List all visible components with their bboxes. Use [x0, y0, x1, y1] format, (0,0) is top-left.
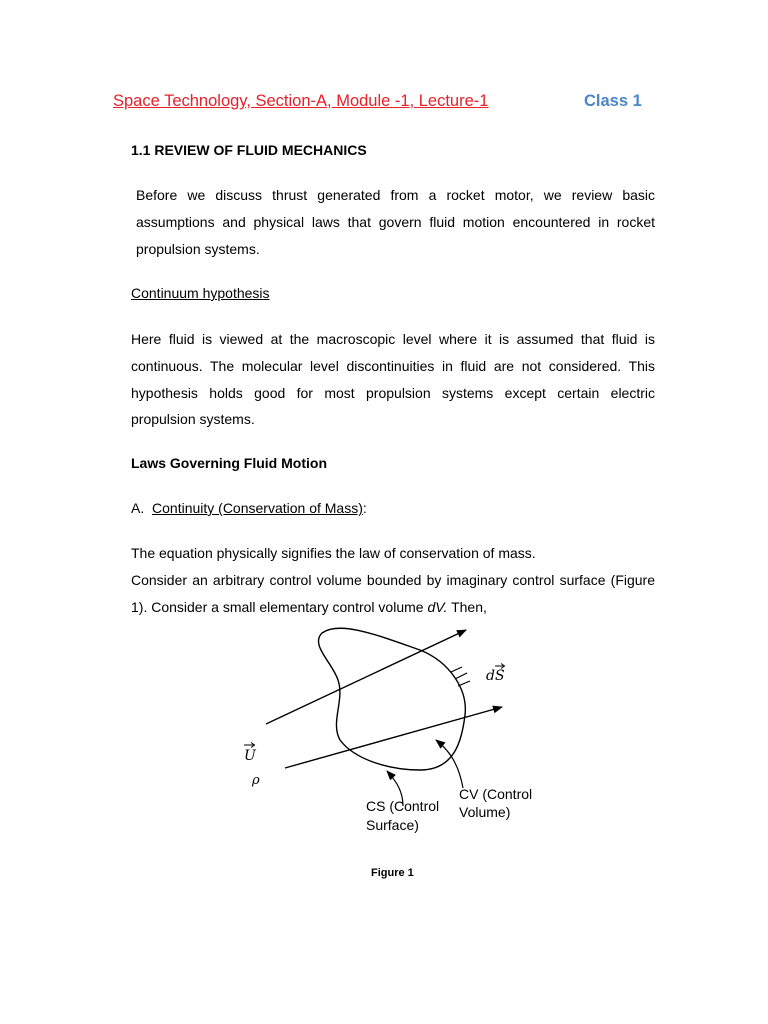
rho-label: ρ — [252, 773, 260, 788]
figure-caption: Figure 1 — [371, 867, 414, 879]
cv-label-line2: Volume) — [459, 804, 511, 820]
ds-normal-tick-3 — [458, 681, 470, 686]
item-prefix: A. — [131, 500, 145, 516]
continuum-paragraph: Here fluid is viewed at the macroscopic level where it is assumed that fluid is continuous. The molecular level discontinuities in fluid are not considered. This hypothesis holds good for most propulsion systems except certain electric propulsion systems. — [131, 331, 655, 428]
lecture-title: Space Technology, Section-A, Module -1, Lecture-1 — [113, 92, 489, 110]
ds-normal-tick-2 — [455, 673, 467, 679]
continuity-title: Continuity (Conservation of Mass) — [152, 500, 363, 516]
ds-label: dS — [486, 668, 505, 684]
u-label: U — [244, 748, 256, 764]
ds-vector-label — [486, 664, 505, 685]
elementary-volume-var: dV. — [427, 598, 448, 615]
control-volume-figure — [220, 615, 560, 855]
cs-label-line1: CS (Control — [366, 798, 440, 814]
continuity-line2-start: Consider an arbitrary control volume bounded by imaginary control surface (Figure 1). Consider a small elementary control volume — [131, 571, 655, 615]
cs-label-line2: Surface) — [366, 817, 419, 833]
intro-paragraph: Before we discuss thrust generated from a rocket motor, we review basic assumptions and physical laws that govern fluid motion encountered in rocket propulsion systems. — [136, 187, 655, 257]
cv-pointer-arrow — [436, 740, 463, 788]
continuum-heading: Continuum hypothesis — [131, 285, 270, 301]
continuity-line1: The equation physically signifies the law of conservation of mass. — [131, 545, 536, 561]
ds-normal-tick-1 — [451, 667, 462, 672]
lower-flow-arrow — [285, 707, 502, 768]
laws-heading: Laws Governing Fluid Motion — [131, 455, 327, 471]
cv-label-line1: CV (Control — [459, 786, 533, 802]
continuity-paragraph — [131, 540, 655, 620]
item-suffix: : — [362, 500, 367, 516]
velocity-vector-label — [244, 743, 257, 765]
continuity-line2-end: Then, — [447, 598, 487, 615]
continuity-subheading — [131, 500, 367, 516]
class-label: Class 1 — [584, 92, 642, 110]
upper-flow-arrow — [266, 630, 466, 724]
control-volume-outline — [318, 628, 465, 770]
section-heading: 1.1 REVIEW OF FLUID MECHANICS — [131, 142, 367, 158]
